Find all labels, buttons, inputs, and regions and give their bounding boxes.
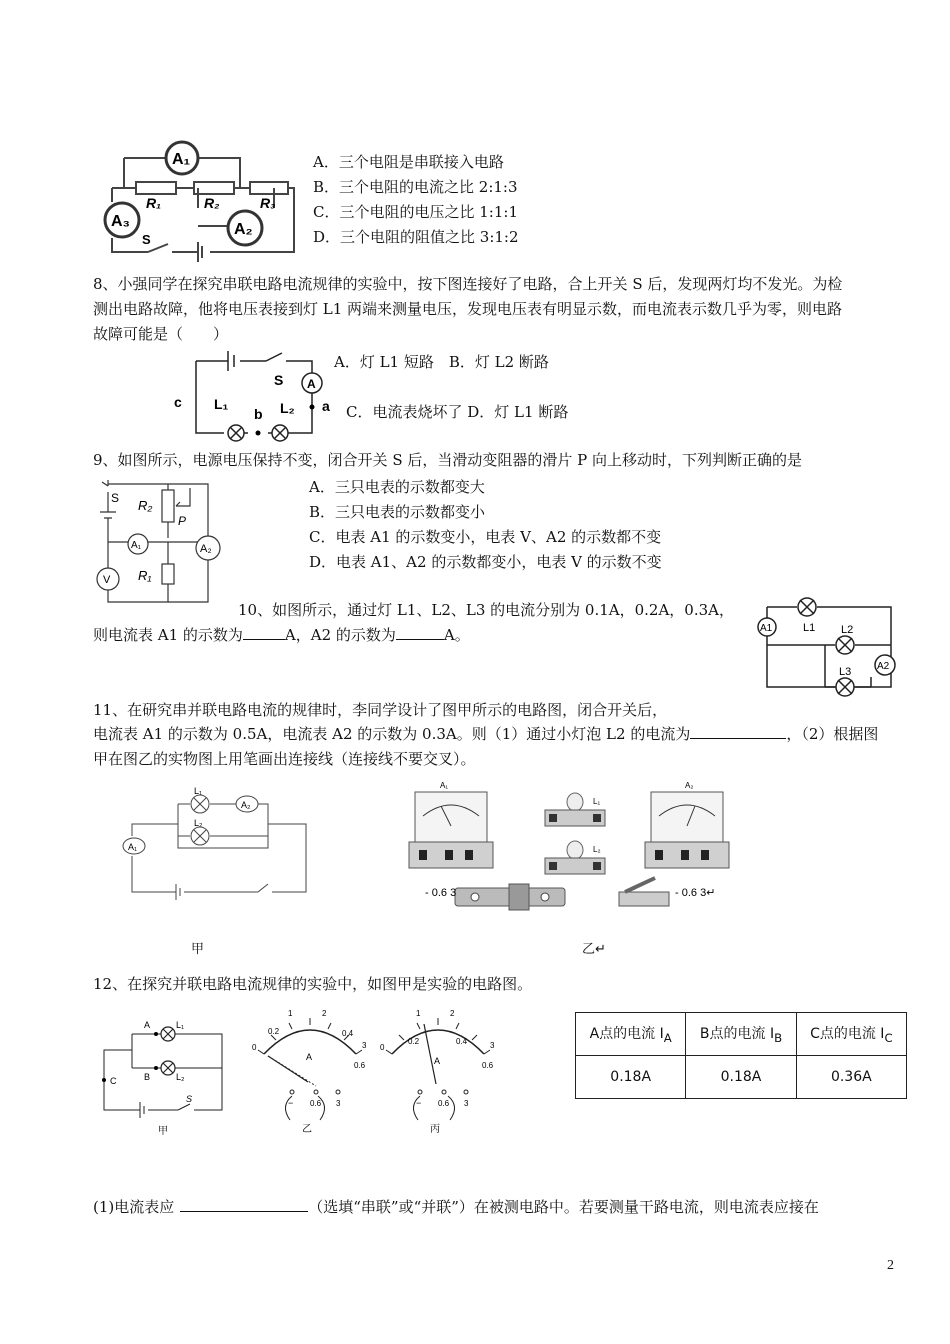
q9-label-r1: R₁ — [138, 568, 152, 583]
q12-label-b: B — [144, 1072, 151, 1082]
q12-label-l1: L₁ — [176, 1020, 185, 1030]
q12-label-a: A — [144, 1020, 151, 1030]
q11-label-l1: L₁ — [194, 786, 203, 796]
q12-yi-scale-02: 0.2 — [268, 1027, 280, 1036]
q8-label-l2: L₂ — [280, 400, 295, 416]
q12-yi-scale-06: 0.6 — [354, 1061, 366, 1070]
q11-text-a: 电流表 A1 的示数为 0.5A，电流表 A2 的示数为 0.3A。则（1）通过小灯泡 L2 的电流为 — [93, 725, 691, 743]
q11-label-a1: A₁ — [128, 842, 138, 852]
q12-label-c: C — [110, 1076, 117, 1086]
q7-label-a3: A₃ — [111, 213, 130, 230]
q11-label-a2: A₂ — [241, 800, 251, 810]
q7-label-a2: A₂ — [234, 221, 253, 238]
q8-label-a: a — [322, 398, 330, 414]
q10-label-l2: L2 — [841, 624, 854, 636]
q12-label-l2: L₂ — [176, 1072, 185, 1082]
q12-part1-text-a: (1)电流表应 — [93, 1198, 175, 1216]
q11-battery — [455, 884, 565, 910]
q12-yi-term-3: 3 — [336, 1099, 341, 1108]
q12-value-a: 0.18A — [576, 1056, 686, 1099]
q12-yi-top-2: 2 — [322, 1009, 327, 1018]
q11-meter-left — [409, 781, 493, 868]
q12-label-s: S — [186, 1094, 193, 1104]
q10-label-a1: A1 — [760, 623, 773, 634]
q12-caption-bing: 丙 — [430, 1124, 440, 1135]
q11-stem-line3: 甲在图乙的实物图上用笔画出连接线（连接线不要交叉）。 — [93, 750, 476, 768]
q12-bing-scale-0: 0 — [380, 1043, 385, 1052]
q12-yi-term-06: 0.6 — [310, 1099, 322, 1108]
q10-circuit-diagram — [745, 597, 910, 692]
q10-lamps — [798, 598, 854, 696]
q10-stem-line1: 10、如图所示，通过灯 L1、L2、L3 的电流分别为 0.1A，0.2A，0.3A， — [238, 601, 734, 619]
q12-header-b: B点的电流 $I_B$ — [686, 1013, 796, 1056]
q12-bing-term-minus: − — [416, 1098, 422, 1108]
q8-options-ab: A．灯 L1 短路 B．灯 L2 断路 — [334, 353, 549, 371]
q11-lamp-holder-2 — [545, 841, 605, 874]
q12-meter-bing — [378, 1010, 498, 1140]
q11-blank-l2-current[interactable] — [690, 722, 786, 739]
q9-option-b: B．三只电表的示数都变小 — [309, 503, 486, 521]
q10-label-l3: L3 — [839, 666, 852, 678]
q11-circuit-jia — [118, 788, 318, 898]
q12-yi-unit: A — [306, 1052, 313, 1062]
q10-label-a2: A2 — [877, 661, 890, 672]
q11-stem-line2 — [93, 722, 878, 747]
q9-label-v: V — [103, 574, 111, 586]
q12-yi-scale-04: 0.4 — [342, 1029, 354, 1038]
q8-label-l1: L₁ — [214, 396, 229, 412]
q12-bing-term-06: 0.6 — [438, 1099, 450, 1108]
q12-bing-term-3: 3 — [464, 1099, 469, 1108]
q12-table-header-row — [576, 1013, 907, 1056]
q8-stem-line1: 8、小强同学在探究串联电路电流规律的实验中，按下图连接好了电路，合上开关 S 后，发现两灯均不发光。为检 — [93, 275, 843, 293]
q7-option-b: B．三个电阻的电流之比 2:1:3 — [313, 178, 518, 196]
q7-label-r1: R₁ — [146, 195, 162, 211]
q9-option-c: C．电表 A1 的示数变小，电表 V、A2 的示数都不变 — [309, 528, 662, 546]
q10-text-end: A。 — [443, 626, 470, 644]
q11-label-l2: L₂ — [194, 818, 203, 828]
q9-label-a2: A₂ — [200, 543, 212, 555]
q10-blank-a1[interactable] — [243, 623, 285, 640]
q11-stem-line1: 11、在研究串并联电路电流的规律时，李同学设计了图甲所示的电路图，闭合开关后， — [93, 701, 668, 719]
q12-blank-connection[interactable] — [180, 1195, 308, 1212]
q12-yi-term-minus: − — [288, 1098, 294, 1108]
q11-caption-jia: 甲 — [191, 942, 205, 957]
q12-yi-top-3: 3 — [362, 1041, 367, 1050]
q12-part1-text-b: （选填“串联”或“并联”）在被测电路中。若要测量干路电流，则电流表应接在 — [308, 1198, 819, 1216]
q12-bing-top-3: 3 — [490, 1041, 495, 1050]
q7-option-d: D．三个电阻的阻值之比 3:1:2 — [313, 228, 519, 246]
q7-option-c: C．三个电阻的电压之比 1:1:1 — [313, 203, 518, 221]
q11-apparatus-yi — [405, 781, 730, 913]
q12-table-value-row — [576, 1056, 907, 1099]
q12-value-b: 0.18A — [686, 1056, 796, 1099]
q10-blank-a2[interactable] — [396, 623, 444, 640]
page-number: 2 — [887, 1258, 894, 1273]
q12-stem: 12、在探究并联电路电流规律的实验中，如图甲是实验的电路图。 — [93, 975, 533, 993]
q12-header-c: C点的电流 $I_C$ — [796, 1013, 906, 1056]
q8-label-c: c — [174, 394, 182, 410]
q12-yi-top-1: 1 — [288, 1009, 293, 1018]
q11-switch — [619, 878, 669, 906]
q8-circuit-diagram — [170, 345, 335, 445]
q12-bing-top-1: 1 — [416, 1009, 421, 1018]
q9-label-a1: A₁ — [131, 540, 142, 551]
q10-text-a1: 则电流表 A1 的示数为 — [93, 626, 243, 644]
q7-label-a1: A₁ — [172, 151, 191, 168]
q12-yi-scale-0: 0 — [252, 1043, 257, 1052]
q8-label-b: b — [254, 406, 263, 422]
q12-value-c: 0.36A — [796, 1056, 906, 1099]
q12-bing-top-2: 2 — [450, 1009, 455, 1018]
q9-option-a: A．三只电表的示数都变大 — [309, 478, 485, 496]
q11-text-b: ，（2）根据图 — [786, 725, 879, 743]
q8-stem-line2: 测出电路故障，他将电压表接到灯 L1 两端来测量电压，发现电压表有明显示数，而电流表示数几乎为零，则电路 — [93, 300, 843, 318]
q8-label-s: S — [274, 372, 284, 388]
q11-caption-yi: 乙↵ — [582, 942, 606, 957]
q12-current-table — [575, 1012, 907, 1099]
q7-label-r3: R₃ — [260, 195, 276, 211]
q9-option-d: D．电表 A1、A2 的示数都变小，电表 V 的示数不变 — [309, 553, 662, 571]
q12-header-a: A点的电流 $I_A$ — [576, 1013, 686, 1056]
q9-label-s: S — [111, 491, 120, 505]
q9-label-p: P — [178, 514, 187, 528]
q9-circuit-diagram — [90, 480, 225, 610]
q9-label-r2: R₂ — [138, 498, 153, 513]
q10-label-l1: L1 — [803, 622, 816, 634]
q8-ammeter-label: A — [307, 377, 316, 391]
q7-label-r2: R₂ — [204, 195, 220, 211]
q12-bing-unit: A — [434, 1056, 441, 1066]
q8-options-cd: C．电流表烧坏了 D．灯 L1 断路 — [346, 403, 569, 421]
q11-yi-a1-label: A₁ — [440, 781, 449, 790]
q7-label-s: S — [142, 232, 151, 247]
q7-option-a: A．三个电阻是串联接入电路 — [313, 153, 504, 171]
q7-circuit-diagram — [98, 140, 303, 260]
q9-stem: 9、如图所示，电源电压保持不变，闭合开关 S 后，当滑动变阻器的滑片 P 向上移动时，下列判断正确的是 — [93, 451, 802, 469]
q11-yi-l1-label: L₁ — [593, 797, 601, 806]
q12-bing-scale-04: 0.4 — [456, 1037, 468, 1046]
q12-jia-lamps — [161, 1027, 175, 1075]
q11-meter-right — [645, 781, 729, 868]
q12-circuit-jia — [100, 1012, 230, 1142]
q8-stem-line3: 故障可能是（ ） — [93, 325, 229, 343]
q12-caption-jia: 甲 — [158, 1126, 168, 1137]
q12-bing-scale-06: 0.6 — [482, 1061, 494, 1070]
q12-meter-yi — [250, 1010, 370, 1140]
q10-text-a2: A，A2 的示数为 — [284, 626, 396, 644]
q11-yi-a2-label: A₂ — [685, 781, 694, 790]
q11-yi-l2-label: L₂ — [593, 845, 601, 854]
q12-caption-yi: 乙 — [302, 1124, 312, 1135]
q12-bing-scale-02: 0.2 — [408, 1037, 420, 1046]
q11-terminals-left: - 0.6 3 — [425, 887, 457, 899]
q11-lamp-holder-1 — [545, 793, 605, 826]
q10-stem-line2 — [93, 623, 470, 648]
q12-part1 — [93, 1195, 819, 1220]
q11-terminals-right: - 0.6 3↵ — [675, 887, 716, 899]
